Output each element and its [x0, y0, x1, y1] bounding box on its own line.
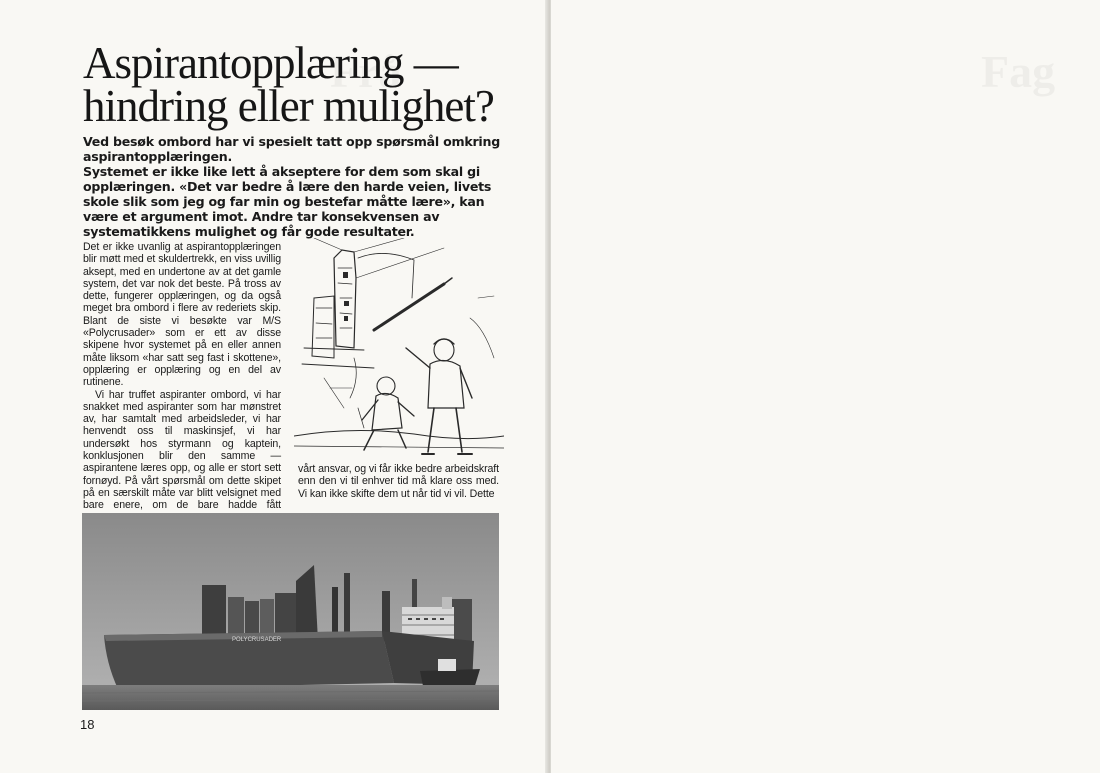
- sketch-illustration: [294, 238, 504, 462]
- article-lead: [83, 134, 513, 239]
- right-page: [551, 0, 1100, 773]
- body-paragraph: Det er ikke uvanlig at aspirantopplæringen blir møtt med et skuldertrekk, en viss uvillig aksept, med en undertone av at det gamle system, det var nok det beste. På tross av dette, fungerer opplæringen, og da også meget bra ombord i flere av rederiets skip. Blant de siste vi besøkte var M/S «Polycrusader» som er ett av disse skipene hvor systemet på en eller annen måte liksom «har satt seg fast i skottene», opplæring er opplæring og en del av rutinene.: [83, 241, 281, 389]
- article-column-2: [298, 463, 499, 500]
- ship-photo: [82, 513, 499, 710]
- body-paragraph: vårt ansvar, og vi får ikke bedre arbeidskraft enn den vi til enhver tid må klare oss med. Vi kan ikke skifte dem ut når tid vi vil. Dette: [298, 463, 499, 500]
- page-number: 18: [80, 717, 95, 732]
- left-page: [0, 0, 549, 773]
- ghost-bleed-through: [981, 45, 1055, 98]
- body-paragraph: Vi har truffet aspiranter ombord, vi har snakket med aspiranter som har mønstret av, har samtalt med arbeidsleder, vi har henvendt oss til maskinsjef, vi har undersøkt hos styrmann og kaptein, konklusjonen blir den samme — aspirantene læres opp, og alle er stort sett fornøyd. På vårt spørsmål om dette skipet på en særskilt måte var blitt velsignet med bare enere, om de bare hadde fått: [83, 388, 281, 512]
- lead-paragraph: Ved besøk ombord har vi spesielt tatt opp spørsmål omkring aspirantopplæringen.: [83, 134, 500, 164]
- hull-name: POLYCRUSADER: [232, 637, 282, 643]
- lead-paragraph: Systemet er ikke like lett å akseptere for dem som skal gi opplæringen. «Det var bedre å lære den harde veien, livets skole slik som jeg og far min og bestefar måtte lære», kan være et argument imot. Andre tar konsekvensen av systematikkens mulighet og får gode resultater.: [83, 164, 492, 239]
- article-title: Aspirantopplæring — hindring eller mulighet?: [83, 38, 494, 131]
